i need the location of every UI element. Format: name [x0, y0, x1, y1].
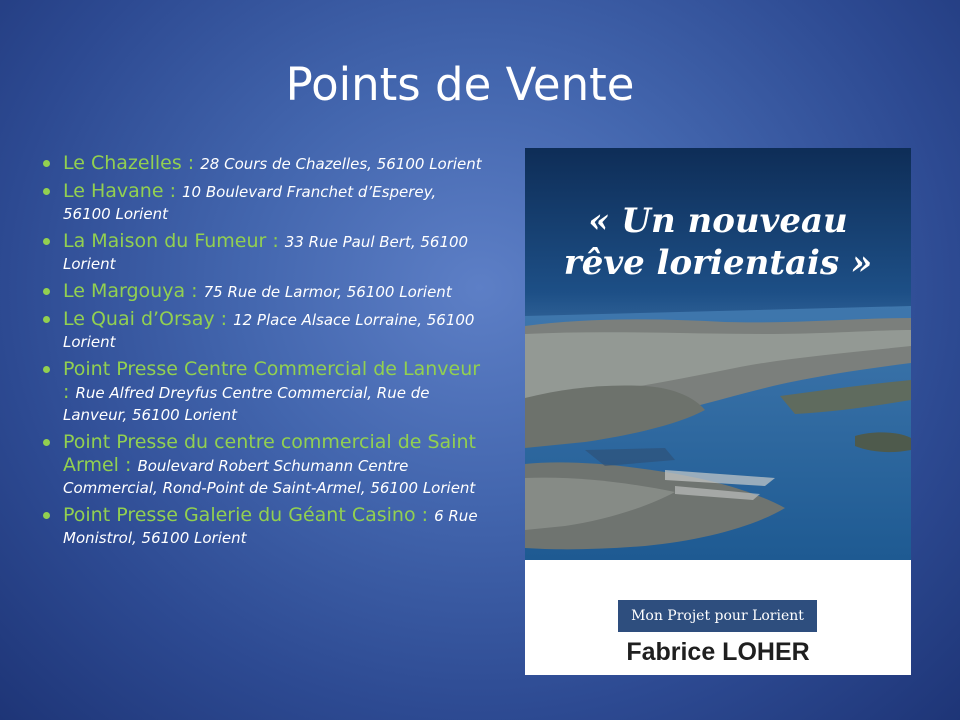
list-item: [42, 431, 484, 499]
bullet-icon: [43, 238, 50, 245]
bullet-icon: [43, 288, 50, 295]
bullet-icon: [43, 316, 50, 323]
list-item: [42, 180, 484, 225]
poster-author: Fabrice LOHER: [626, 638, 810, 666]
bullet-icon: [43, 366, 50, 373]
shop-address: Boulevard Robert Schumann Centre Commercial, Rond-Point de Saint-Armel, 56100 Lorient: [63, 457, 476, 497]
shop-address: 28 Cours de Chazelles, 56100 Lorient: [200, 155, 482, 173]
campaign-poster: [525, 148, 911, 675]
list-item: [42, 308, 484, 353]
shop-name: Le Chazelles :: [63, 152, 201, 174]
list-item: [42, 280, 484, 303]
shop-name: Le Quai d’Orsay :: [63, 308, 234, 330]
shop-address: 6 Rue Monistrol, 56100 Lorient: [63, 507, 478, 547]
list-item: [42, 358, 484, 426]
bullet-icon: [43, 512, 50, 519]
poster-badge: Mon Projet pour Lorient: [618, 600, 817, 632]
bullet-icon: [43, 188, 50, 195]
points-of-sale-list: [42, 152, 484, 554]
shop-address: Rue Alfred Dreyfus Centre Commercial, Rue de Lanveur, 56100 Lorient: [63, 384, 430, 424]
shop-name: Le Margouya :: [63, 280, 204, 302]
shop-address: 10 Boulevard Franchet d’Esperey, 56100 Lorient: [63, 183, 437, 223]
shop-name: La Maison du Fumeur :: [63, 230, 285, 252]
bullet-icon: [43, 160, 50, 167]
shop-name: Point Presse Galerie du Géant Casino :: [63, 504, 435, 526]
shop-address: 12 Place Alsace Lorraine, 56100 Lorient: [63, 311, 475, 351]
shop-address: 75 Rue de Larmor, 56100 Lorient: [203, 283, 452, 301]
slide-title: Points de Vente: [285, 58, 635, 111]
shop-name: Point Presse du centre commercial de Saint Armel :: [63, 431, 476, 476]
poster-quote-line: rêve lorientais »: [563, 243, 873, 283]
bullet-icon: [43, 439, 50, 446]
shop-name: Le Havane :: [63, 180, 183, 202]
shop-name: Point Presse Centre Commercial de Lanveur :: [63, 358, 481, 403]
list-item: [42, 152, 484, 175]
poster-quote-line: « Un nouveau: [588, 201, 848, 241]
poster-quote: [525, 200, 911, 284]
list-item: [42, 230, 484, 275]
list-item: [42, 504, 484, 549]
shop-address: 33 Rue Paul Bert, 56100 Lorient: [63, 233, 469, 273]
